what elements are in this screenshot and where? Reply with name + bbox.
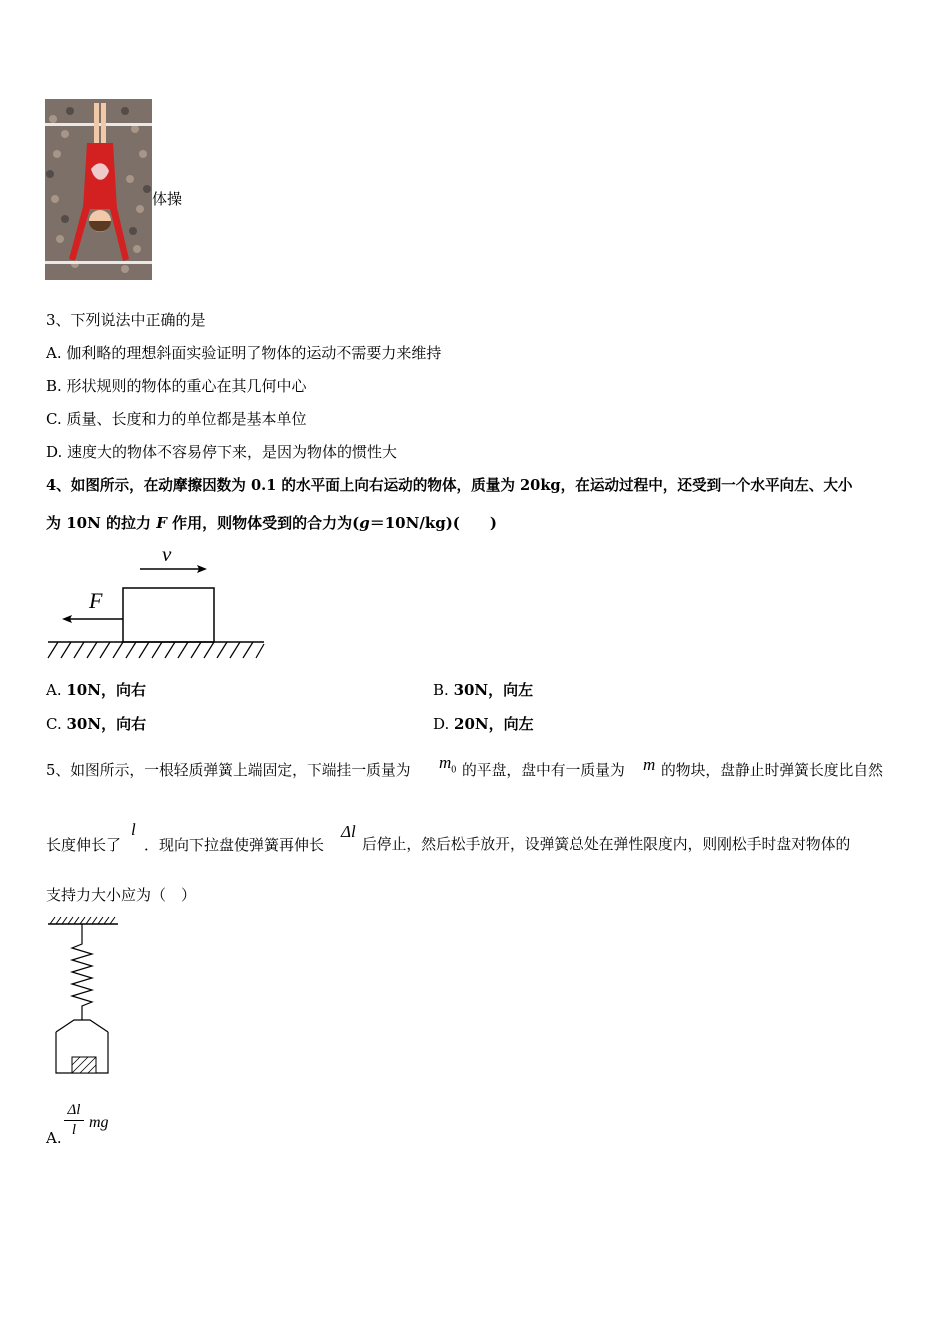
q4-option-c-text: 30N，向右 bbox=[66, 715, 147, 733]
gymnastics-photo bbox=[45, 99, 152, 280]
q5-m0-symbol bbox=[439, 753, 456, 775]
q5-line1-a: 5、如图所示，一根轻质弹簧上端固定，下端挂一质量为 bbox=[46, 762, 411, 779]
q5-line1-c: 的物块，盘静止时弹簧长度比自然 bbox=[661, 762, 883, 779]
q4-option-c-letter: C. bbox=[46, 715, 67, 733]
q4-option-b bbox=[433, 680, 533, 700]
q4-option-b-text: 30N，向左 bbox=[453, 681, 534, 699]
q4-g-symbol: g bbox=[359, 514, 370, 532]
q4-line1-text: 4、如图所示，在动摩擦因数为 0.1 的水平面上向右运动的物体，质量为 20kg，在运动过程中，还受到一个水平向左、大小 bbox=[46, 477, 853, 494]
q5-line1-c-wrap bbox=[661, 761, 883, 781]
photo-caption: 体操 bbox=[152, 190, 183, 208]
q5-line2-a-wrap bbox=[46, 835, 121, 855]
q3-option-d: D. 速度大的物体不容易停下来，是因为物体的惯性大 bbox=[46, 443, 398, 461]
q3-stem: 3、下列说法中正确的是 bbox=[46, 311, 206, 329]
q3-option-b: B. 形状规则的物体的重心在其几何中心 bbox=[46, 377, 307, 395]
q5-option-a-denominator: l bbox=[71, 1122, 77, 1138]
fraction-bar bbox=[64, 1120, 84, 1121]
q4-option-d-text: 20N，向左 bbox=[454, 715, 534, 733]
q5-line2-a: 长度伸长了 bbox=[46, 836, 122, 854]
q4-option-a-text: 10N，向右 bbox=[66, 681, 146, 699]
q3-option-c: C. 质量、长度和力的单位都是基本单位 bbox=[46, 410, 307, 428]
q5-stem-line1 bbox=[46, 761, 411, 781]
q5-option-a-letter: A. bbox=[46, 1129, 62, 1147]
q4-option-d-letter: D. bbox=[433, 715, 455, 733]
q5-spring-figure bbox=[44, 912, 124, 1080]
q5-m0-sub: 0 bbox=[451, 764, 457, 776]
q5-line1-b-wrap bbox=[462, 761, 625, 781]
q5-m0-m: m bbox=[439, 753, 452, 772]
q4-force-symbol: F bbox=[156, 514, 167, 532]
q5-line2-c: 后停止，然后松手放开，设弹簧总处在弹性限度内，则刚松手时盘对物体的 bbox=[362, 836, 851, 853]
q5-l-symbol: l bbox=[131, 820, 136, 839]
q4-line2-b: 作用，则物体受到的合力为( bbox=[166, 514, 360, 532]
velocity-label: v bbox=[162, 542, 172, 566]
force-label: F bbox=[89, 588, 103, 613]
q3-option-a: A. 伽利略的理想斜面实验证明了物体的运动不需要力来维持 bbox=[46, 344, 442, 362]
q5-option-a-numerator: Δl bbox=[67, 1102, 81, 1118]
q4-line2-c: ＝10N/kg)( ) bbox=[369, 514, 497, 532]
q5-stem-line3: 支持力大小应为（ ） bbox=[46, 886, 197, 904]
q5-option-a-fraction bbox=[64, 1102, 84, 1139]
q4-line2-a: 为 10N 的拉力 bbox=[46, 514, 157, 532]
q5-m-symbol: m bbox=[643, 755, 656, 774]
q5-line2-c-wrap bbox=[362, 835, 850, 855]
q4-stem-line1 bbox=[46, 476, 853, 496]
q5-line2-b-wrap bbox=[144, 835, 324, 855]
q4-option-c bbox=[46, 714, 146, 734]
q4-option-a-letter: A. bbox=[46, 681, 67, 699]
q4-stem-line2 bbox=[46, 513, 497, 533]
q5-delta-l-symbol: Δl bbox=[341, 822, 356, 841]
q4-figure bbox=[44, 540, 268, 665]
q4-option-a bbox=[46, 680, 146, 700]
q5-line1-b: 的平盘，盘中有一质量为 bbox=[462, 762, 625, 779]
q5-line2-b: ．现向下拉盘使弹簧再伸长 bbox=[144, 836, 325, 854]
q4-option-b-letter: B. bbox=[433, 681, 454, 699]
q5-option-a-mg: mg bbox=[89, 1114, 109, 1131]
q4-option-d bbox=[433, 714, 534, 734]
